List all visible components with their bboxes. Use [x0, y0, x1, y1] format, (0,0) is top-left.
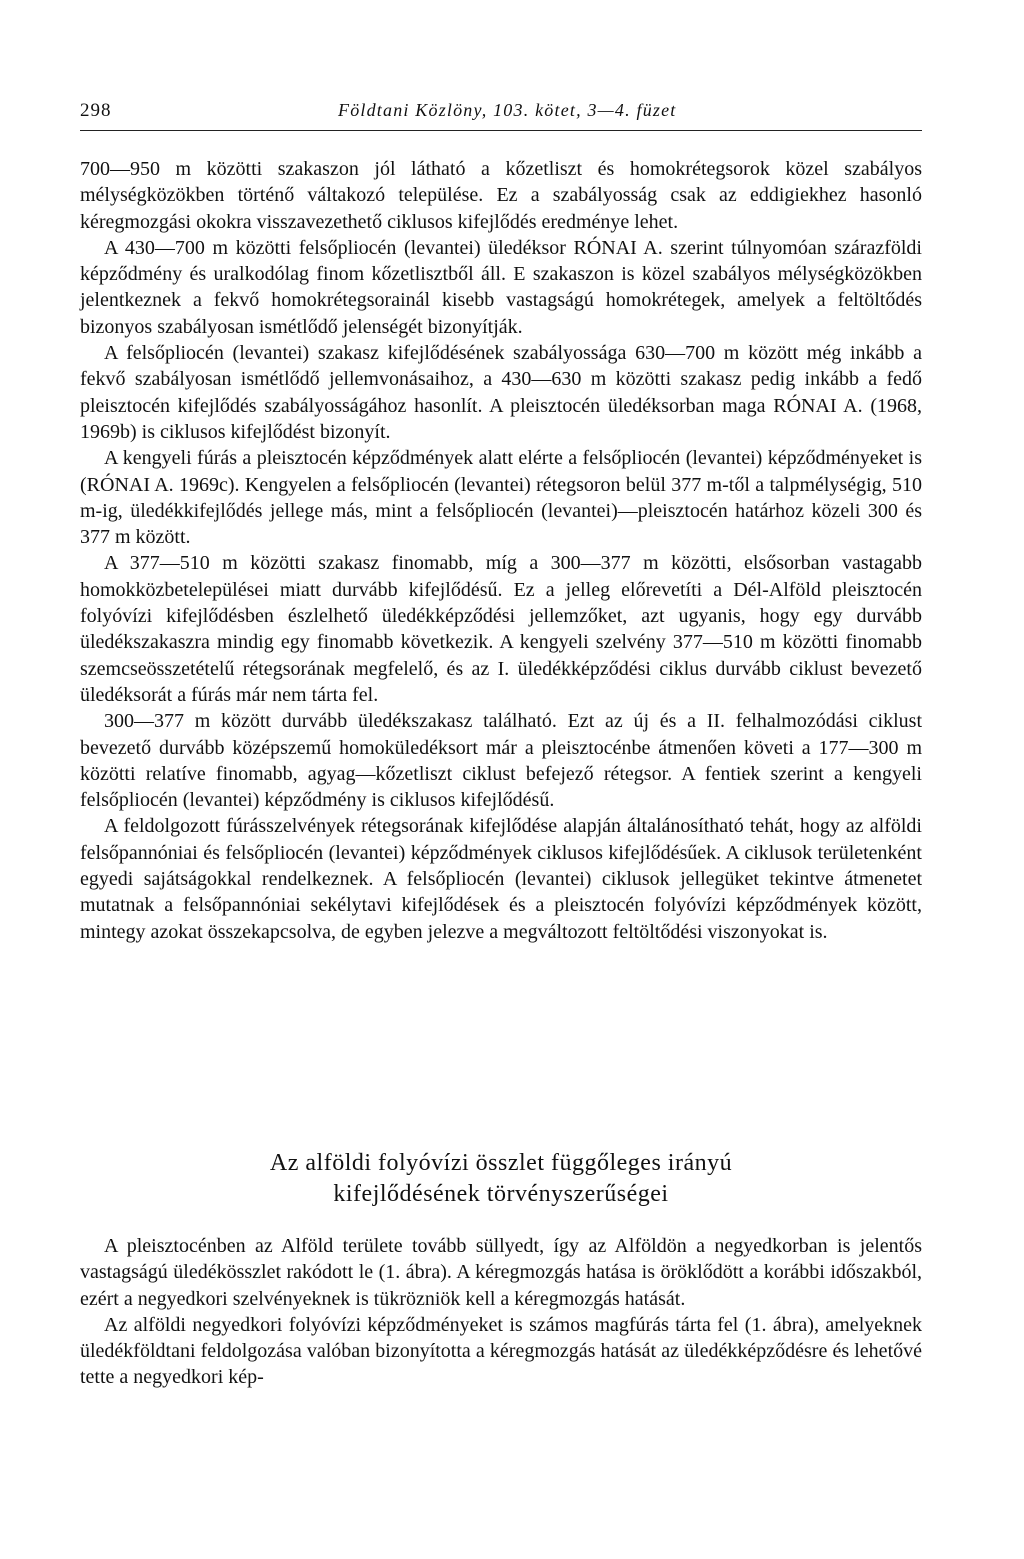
- paragraph: 700—950 m közötti szakaszon jól látható a kőzetliszt és homokrétegsorok közel szabályos mélységközökben történő váltakozó települése. Ez a szabályosság csak az eddigiekhez hasonló kéregmozgási okokra visszavezethető ciklusos kifejlődés eredménye lehet.: [80, 158, 922, 233]
- paragraph: Az alföldi negyedkori folyóvízi képződményeket is számos magfúrás tárta fel (1. ábra), amelyeknek üledékföldtani feldolgozása valóban bizonyította a kéregmozgás hatását az üledékképződésre és lehetővé tette a negyedkori kép-: [80, 1313, 922, 1389]
- section-heading: [80, 1148, 922, 1210]
- paragraph: A 377—510 m közötti szakasz finomabb, míg a 300—377 m közötti, elsősorban vastagabb homokközbetelepülései miatt durvább kifejlődésű. Ez a jelleg előrevetíti a Dél-Alföld pleisztocén folyóvízi kifejlődésben észlelhető üledékképződési jellemzőket, azt ugyanis, hogy egy durvább üledékszakaszra mindig egy finomabb következik. A kengyeli szelvény 377—510 m közötti finomabb szemcseösszetételű rétegsorának megfelelő, és az I. üledékképződési ciklus durvább ciklust bevezető üledéksorát a fúrás már nem tárta fel.: [80, 552, 922, 706]
- running-header: [80, 96, 922, 130]
- paragraph: A feldolgozott fúrásszelvények rétegsorának kifejlődése alapján általánosítható tehát, hogy az alföldi felsőpannóniai és felsőpliocén (levantei) képződmények ciklusos kifejlődésűek. A ciklusok területenként egyedi sajátságokkal rendelkeznek. A felsőpliocén (levantei) ciklusok jellegüket tekintve átmenetet mutatnak a felsőpannóniai sekélytavi kifejlődések és a pleisztocén folyóvízi képződmények között, mintegy azokat összekapcsolva, de egyben jelezve a megváltozott feltöltődési viszonyokat is.: [80, 815, 922, 943]
- body-text: [80, 156, 922, 945]
- paragraph: 300—377 m között durvább üledékszakasz található. Ezt az új és a II. felhalmozódási ciklust bevezető durvább középszemű homoküledéksort már a pleisztocénbe átmenően követi a 177—300 m közötti relatíve finomabb, agyag—kőzetliszt ciklust befejező rétegsor. A fentiek szerint a kengyeli felsőpliocén (levantei) képződmény is ciklusos kifejlődésű.: [80, 710, 922, 812]
- section-heading-line: Az alföldi folyóvízi összlet függőleges irányú: [269, 1150, 733, 1176]
- paragraph: A pleisztocénben az Alföld területe tovább süllyedt, így az Alföldön a negyedkorban is jelentős vastagságú üledékösszlet rakódott le (1. ábra). A kéregmozgás hatása is öröklődött a korábbi időszakból, ezért a negyedkori szelvényeknek is tükrözniök kell a kéregmozgás hatását.: [80, 1235, 922, 1310]
- paragraph: A felsőpliocén (levantei) szakasz kifejlődésének szabályossága 630—700 m között még inkább a fekvő szabályosan ismétlődő jellemvonásaihoz, a 430—630 m közötti szakasz pedig inkább a fedő pleisztocén kifejlődés szabályosságához hasonlít. A pleisztocén üledéksorban maga RÓNAI A. (1968, 1969b) is ciklusos kifejlődést bizonyít.: [80, 342, 922, 443]
- paragraph: A 430—700 m közötti felsőpliocén (levantei) üledéksor RÓNAI A. szerint túlnyomóan szárazföldi képződmény és uralkodólag finom kőzetlisztből áll. E szakaszon is közel szabályos mélységközökben jelentkeznek a fekvő homokrétegsorainál kisebb vastagságú homokrétegek, amelyek a feltöltődés bizonyos szabályosan ismétlődő jelenségét bizonyítják.: [80, 236, 922, 338]
- paragraph: A kengyeli fúrás a pleisztocén képződmények alatt elérte a felsőpliocén (levantei) képződményeket is (RÓNAI A. 1969c). Kengyelen a felsőpliocén (levantei) rétegsoron belül 377 m-től a talpmélységig, 510 m-ig, üledékkifejlődés jellege más, mint a felsőpliocén (levantei)—pleisztocén határhoz közeli 300 és 377 m között.: [80, 447, 922, 549]
- header-rule: [80, 130, 922, 131]
- section-body-text: [80, 1233, 922, 1391]
- page-number: 298: [80, 100, 112, 121]
- journal-reference: Földtani Közlöny, 103. kötet, 3—4. füzet: [338, 100, 677, 120]
- section-heading-line: kifejlődésének törvényszerűségei: [333, 1181, 669, 1207]
